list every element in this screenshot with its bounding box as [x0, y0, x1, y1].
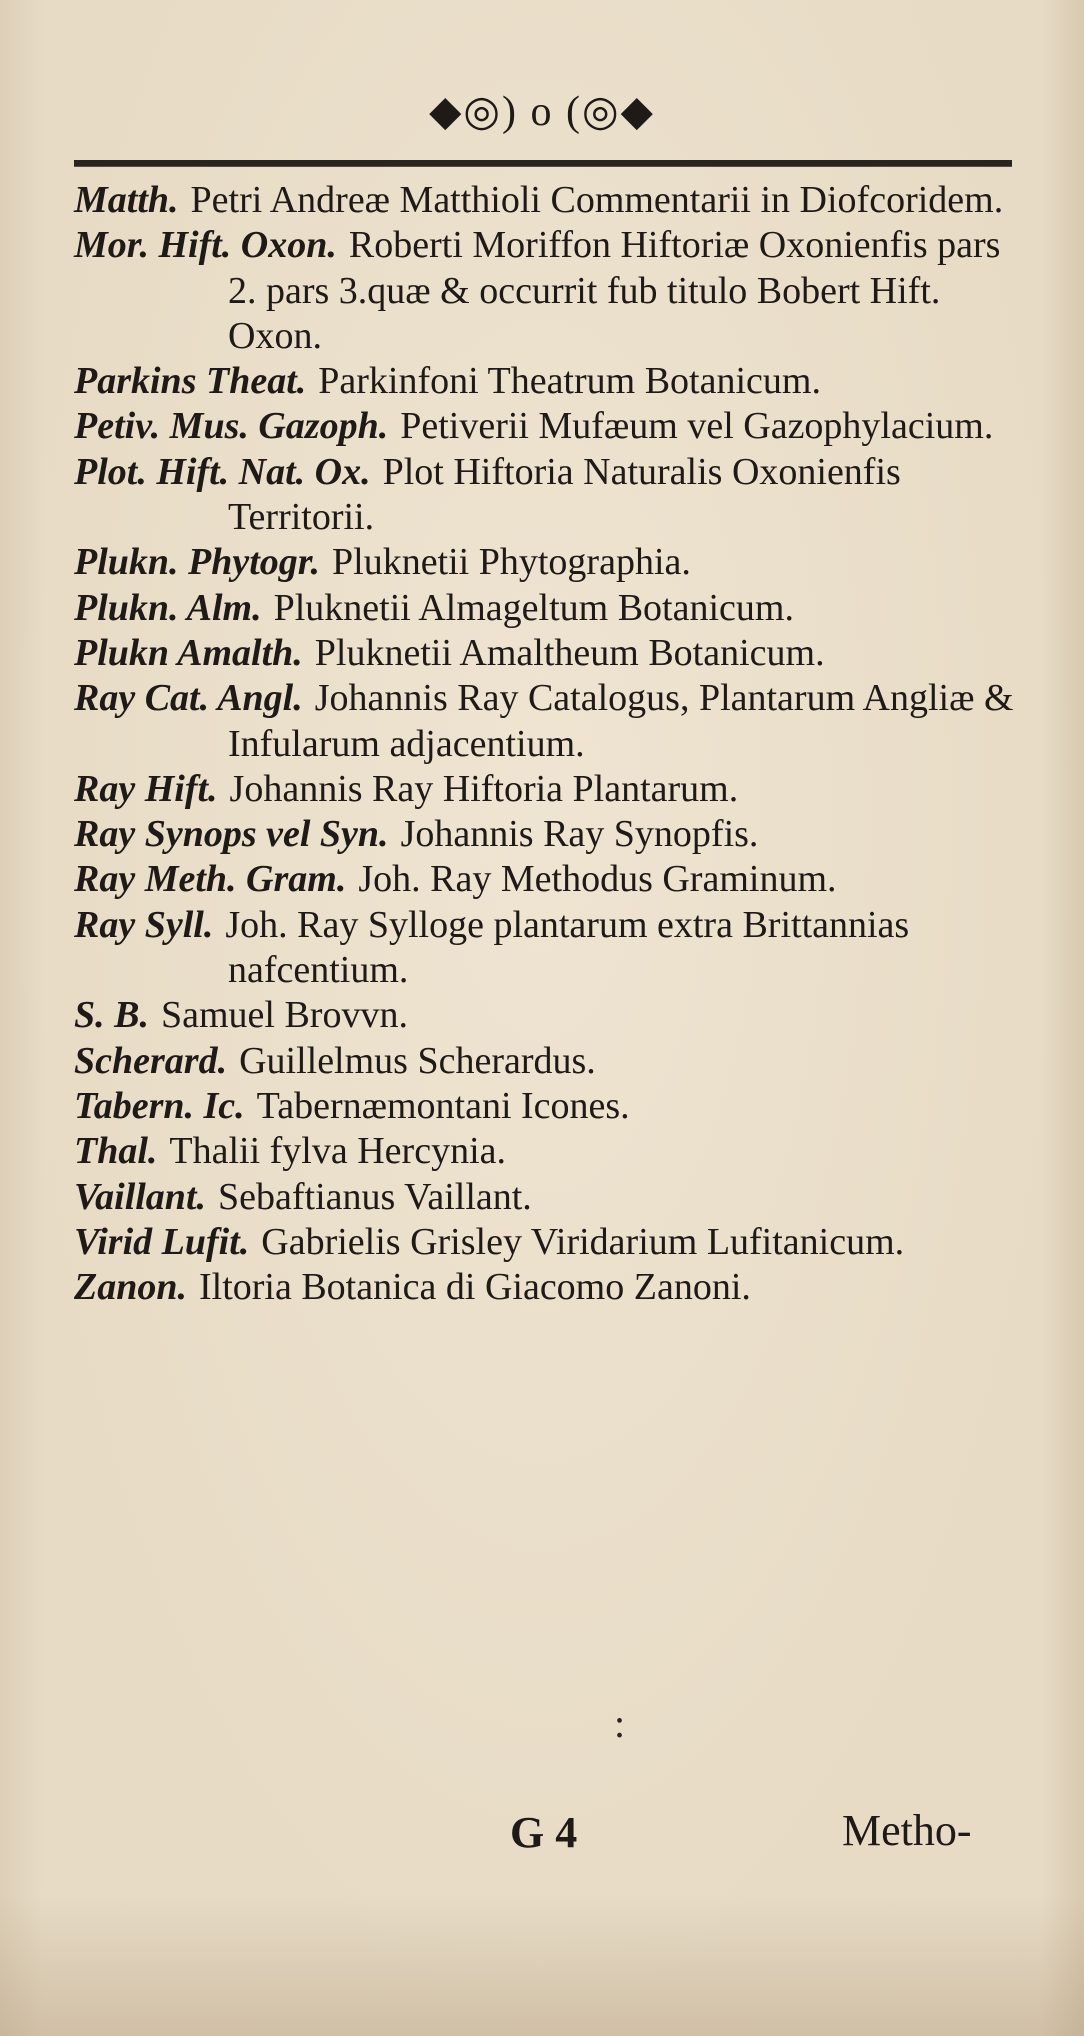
entry-text: Thalii fylva Hercynia. — [169, 1130, 506, 1173]
signature-mark: G 4 — [510, 1808, 578, 1857]
entry-text: Pluknetii Almageltum Botanicum. — [273, 586, 794, 629]
page-mark-dots: : — [614, 1701, 626, 1746]
entry-abbreviation: Ray Cat. Angl. — [74, 677, 303, 720]
list-item — [74, 540, 1024, 585]
entry-abbreviation: Scherard. — [74, 1039, 228, 1082]
entry-abbreviation: Virid Lufit. — [74, 1220, 250, 1263]
list-item — [74, 903, 1024, 994]
entry-abbreviation: Petiv. Mus. Gazoph. — [74, 405, 389, 448]
entry-text: Iltoria Botanica di Giacomo Zanoni. — [198, 1266, 751, 1309]
page-header-ornament: ◆◎) o (◎◆ — [429, 89, 655, 135]
entry-abbreviation: Tabern. Ic. — [74, 1084, 245, 1127]
abbreviation-list — [74, 178, 1024, 1310]
entry-abbreviation: Ray Synops vel Syn. — [74, 813, 389, 856]
entry-abbreviation: Zanon. — [74, 1266, 187, 1309]
entry-abbreviation: Matth. — [74, 179, 179, 221]
entry-text: Gabrielis Grisley Viridarium Lufitanicum. — [261, 1220, 905, 1263]
list-item — [74, 586, 1024, 631]
list-item — [74, 631, 1024, 676]
list-item — [74, 767, 1024, 812]
entry-text: Joh. Ray Sylloge plantarum extra Brittannias nafcentium. — [225, 903, 910, 992]
list-item — [74, 857, 1024, 902]
entry-text: Pluknetii Phytographia. — [332, 541, 691, 584]
entry-abbreviation: Plot. Hift. Nat. Ox. — [74, 450, 371, 493]
entry-abbreviation: Thal. — [74, 1130, 158, 1173]
entry-abbreviation: Plukn. Alm. — [74, 586, 262, 629]
entry-abbreviation: Ray Syll. — [74, 903, 214, 946]
list-item — [74, 993, 1024, 1038]
header-rule — [74, 160, 1012, 167]
list-item — [74, 1084, 1024, 1129]
list-item — [74, 1039, 1024, 1084]
entry-abbreviation: Ray Meth. Gram. — [74, 858, 347, 901]
list-item — [74, 450, 1024, 541]
entry-text: Johannis Ray Catalogus, Plantarum Angliæ & Infularum adjacentium. — [228, 677, 1014, 765]
entry-text: Sebaftianus Vaillant. — [218, 1175, 532, 1218]
entry-abbreviation: Plukn Amalth. — [74, 631, 303, 674]
entry-abbreviation: S. B. — [74, 994, 149, 1037]
list-item — [74, 223, 1024, 359]
list-item — [74, 1175, 1024, 1220]
entry-abbreviation: Mor. Hift. Oxon. — [74, 224, 337, 267]
catchword: Metho- — [842, 1806, 972, 1855]
entry-text: Johannis Ray Synopfis. — [400, 813, 759, 856]
entry-text: Pluknetii Amaltheum Botanicum. — [314, 631, 825, 674]
entry-abbreviation: Plukn. Phytogr. — [74, 541, 320, 584]
list-item — [74, 1265, 1024, 1310]
list-item — [74, 676, 1024, 767]
entry-text: Petiverii Mufæum vel Gazophylacium. — [400, 405, 994, 448]
entry-text: Guillelmus Scherardus. — [239, 1039, 596, 1082]
entry-text: Tabernæmontani Icones. — [256, 1084, 630, 1127]
entry-text: Joh. Ray Methodus Graminum. — [358, 858, 837, 901]
entry-text: Roberti Moriffon Hiftoriæ Oxonienfis pars 2. pars 3.quæ & occurrit fub titulo Bobert Hift. Oxon. — [228, 224, 1001, 357]
list-item — [74, 1129, 1024, 1174]
list-item — [74, 404, 1024, 449]
list-item — [74, 812, 1024, 857]
list-item — [74, 178, 1024, 223]
entry-text: Samuel Brovvn. — [160, 994, 408, 1037]
entry-abbreviation: Vaillant. — [74, 1175, 206, 1218]
list-item — [74, 1220, 1024, 1265]
entry-text: Parkinfoni Theatrum Botanicum. — [318, 360, 821, 403]
entry-text: Johannis Ray Hiftoria Plantarum. — [229, 767, 739, 810]
entry-text: Petri Andreæ Matthioli Commentarii in Diofcoridem. — [190, 179, 1004, 221]
entry-abbreviation: Ray Hift. — [74, 767, 218, 810]
entry-abbreviation: Parkins Theat. — [74, 360, 307, 403]
entry-text: Plot Hiftoria Naturalis Oxonienfis Territorii. — [228, 450, 901, 539]
list-item — [74, 359, 1024, 404]
